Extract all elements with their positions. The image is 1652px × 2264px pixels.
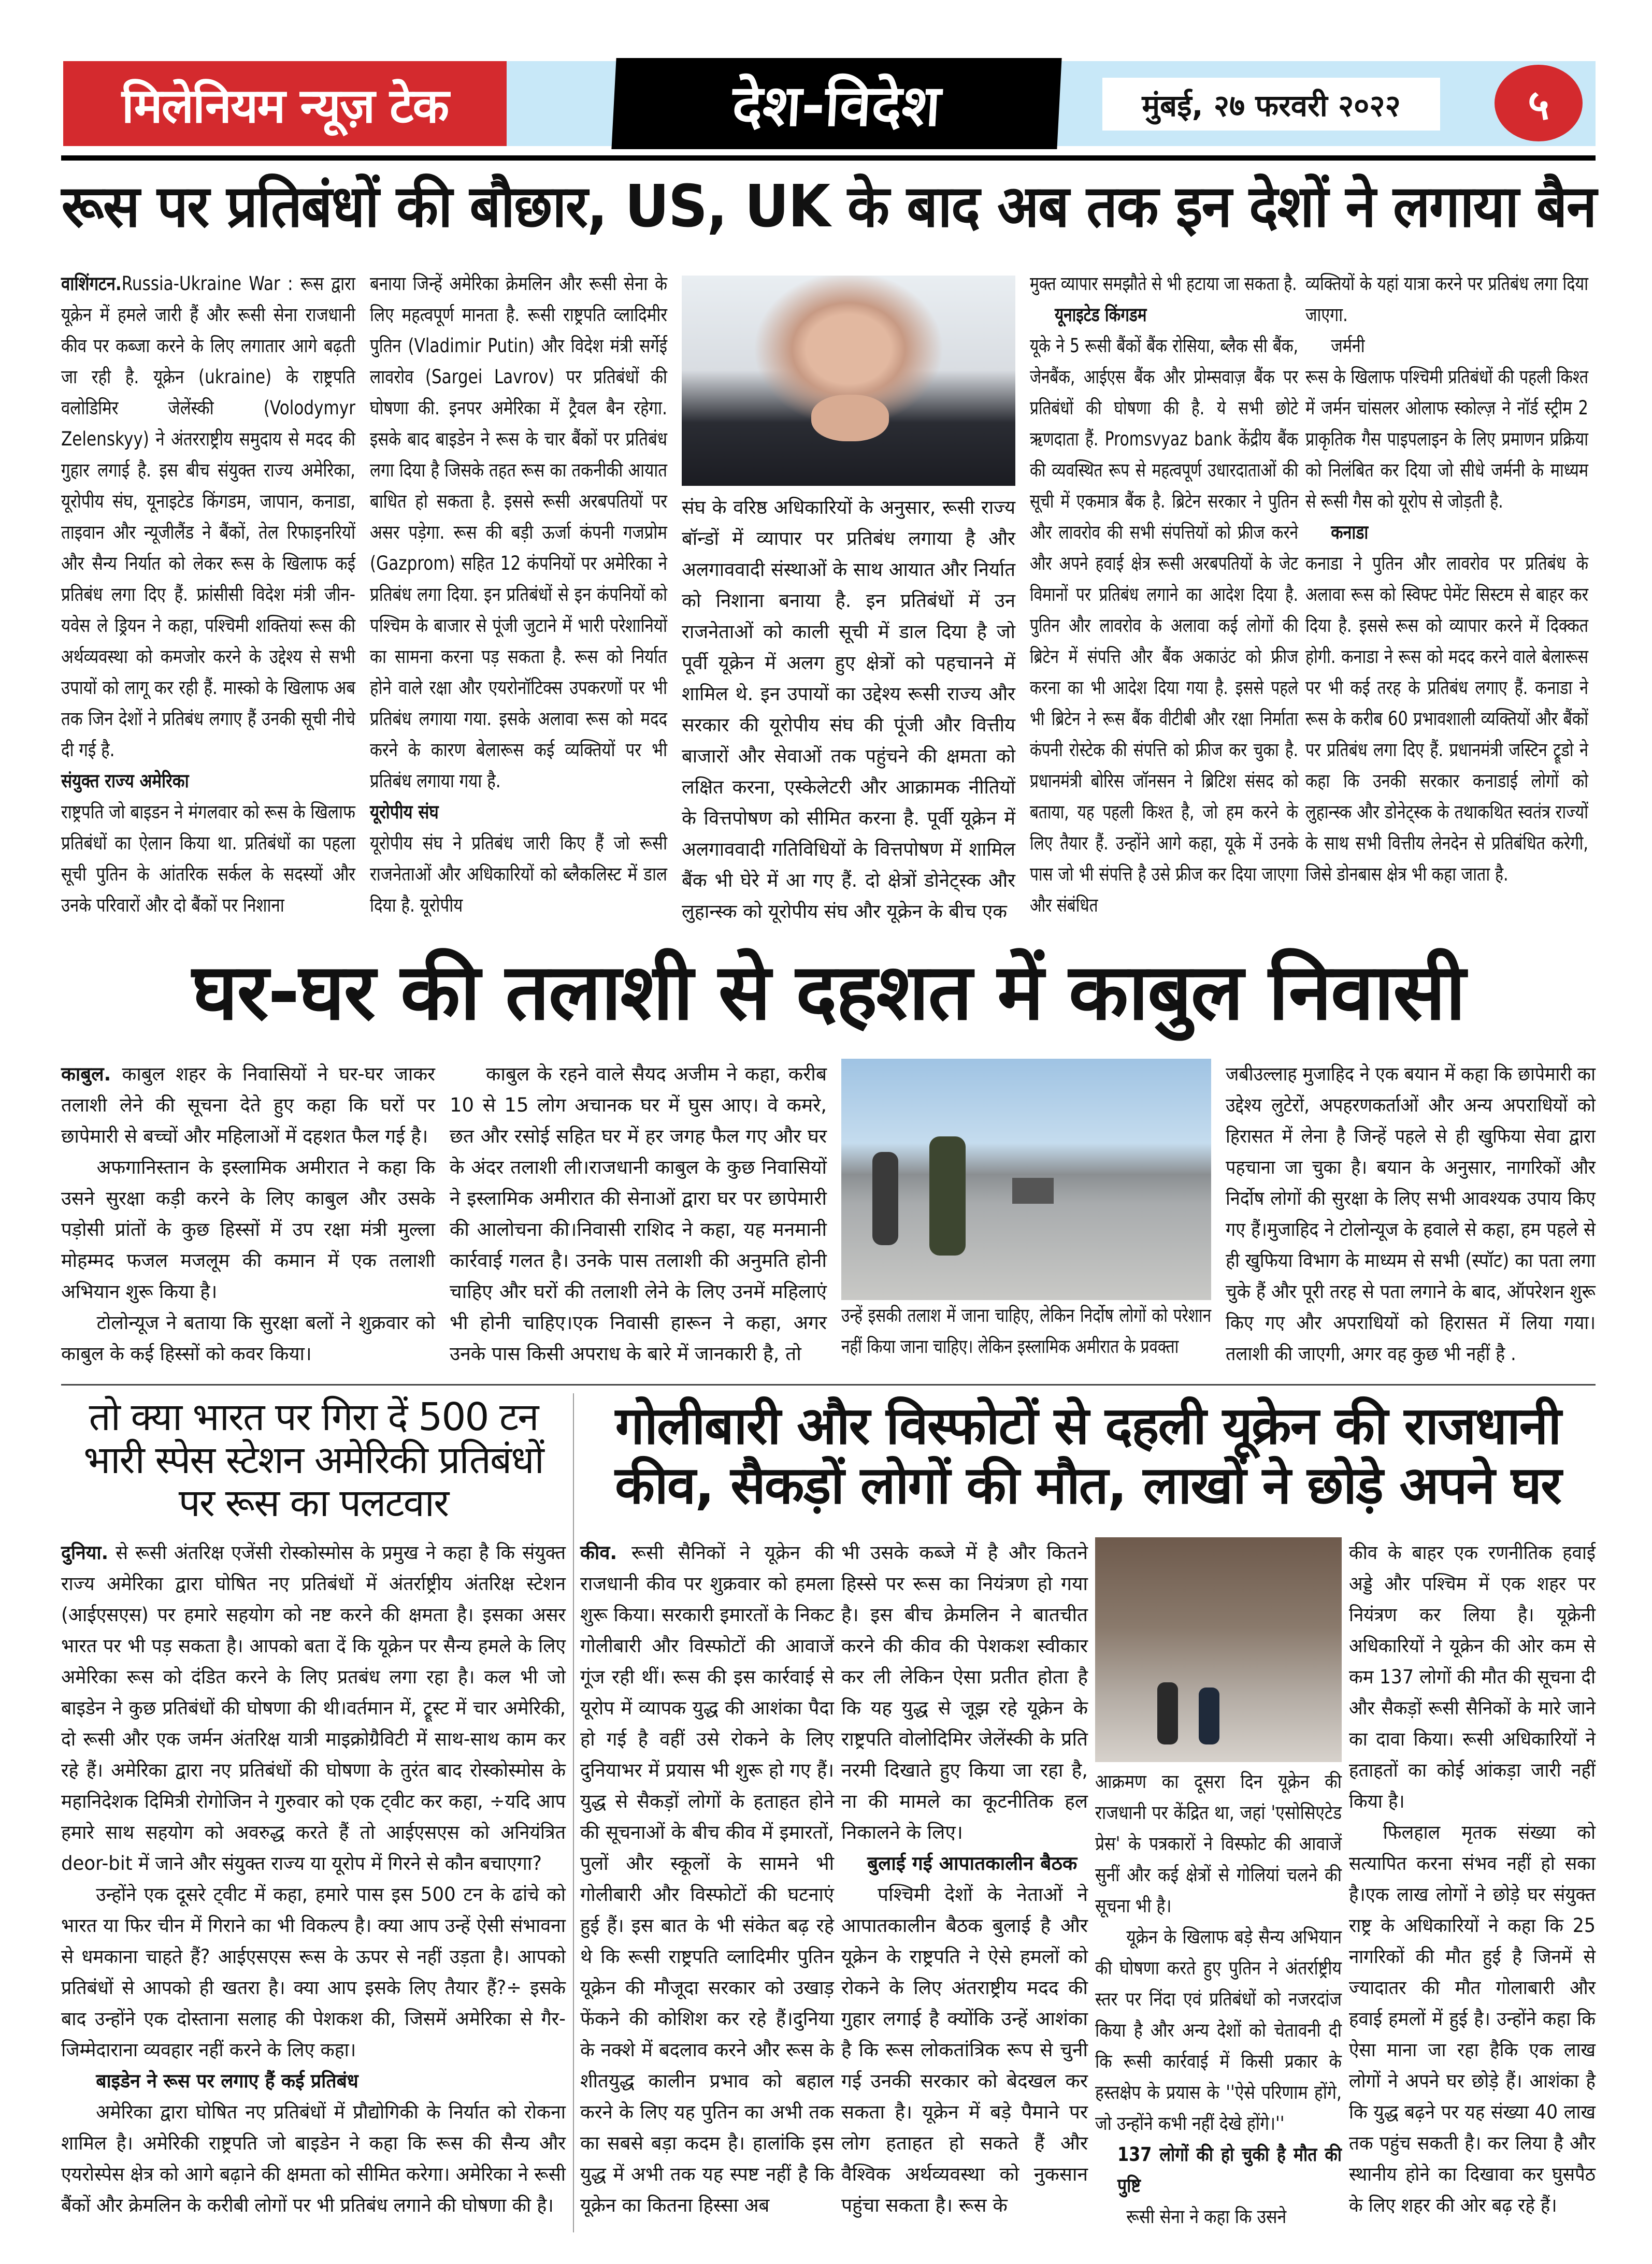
paragraph: राष्ट्रपति जो बाइडन ने मंगलवार को रूस के खिलाफ प्रतिबंधों का ऐलान किया था. प्रतिबंधों का पहला सूची पुतिन के आंतरिक सर्कल के सदस्यों और उनके परिवारों और दो बैंकों पर निशाना [61, 801, 355, 916]
paragraph: अफगानिस्तान के इस्लामिक अमीरात ने कहा कि उसने सुरक्षा कड़ी करने के लिए काबुल और उसके पड़ोसी प्रांतों के कुछ हिस्सों में उप रक्षा मंत्री मुल्ला मोहम्मद फजल मजलूम की कमान में एक तलाशी अभियान शुरू किया है। [61, 1156, 435, 1303]
paragraph: कीव के बाहर एक रणनीतिक हवाई अड्डे और पश्चिम में एक शहर पर नियंत्रण कर लिया है। यूक्रेनी अधिकारियों ने यूक्रेन की ओर कम से कम 137 लोगों की मौत की सूचना दी और सैकड़ों रूसी सैनिकों के मारे जाने का दावा किया। रूसी अधिकारियों ने हताहतों का कोई आंकड़ा जारी नहीं किया है। [1349, 1541, 1596, 1812]
paragraph: भी उसके कब्जे में है और कितने हिस्से पर रूस का नियंत्रण हो गया है। इस बीच क्रेमलिन ने बातचीत करने की कीव की पेशकश स्वीकार कर ली लेकिन ऐसा प्रतीत होता है कि यह युद्ध से जूझ रहे यूक्रेन के राष्ट्रपति वोलोदिमिर जेलेंस्की के प्रति नरमी दिखाते हुए किया जा रहा है, ना की मामले का कूटनीतिक हल निकालने के लिए। [841, 1541, 1088, 1843]
paragraph: मुक्त व्यापार समझौते से भी हटाया जा सकता है. [1030, 272, 1297, 295]
paragraph: यूके ने 5 रूसी बैंकों बैंक रोसिया, ब्लैक सी बैंक, जेनबैंक, आईएस बैंक और प्रोम्सवाज़ बैंक पर प्रतिबंधों की घोषणा की है. ये सभी छोटे ऋणदाता हैं. Promsvyaz bank केंद्रीय बैंक की व्यवस्थित रूप से महत्वपूर्ण उधारदाताओं की सूची में एकमात्र बैंक है. ब्रिटेन सरकार ने पुतिन और लावरोव की सभी संपत्तियों को फ्रीज करने और अपने हवाई क्षेत्र रूसी अरबपतियों के जेट विमानों पर प्रतिबंध लगाने का आदेश दिया है. पुतिन और लावरोव के अलावा कई लोगों की ब्रिटेन में संपत्ति और बैंक अकाउंट को फ्रीज करना का भी आदेश दिया गया है. इससे पहले भी ब्रिटेन ने रूस बैंक वीटीबी और रक्षा निर्माता कंपनी रोस्टेक की संपत्ति को फ्रीज कर चुका है. प्रधानमंत्री बोरिस जॉनसन ने ब्रिटिश संसद को बताया, यह पहली किश्त है, जो हम करने के लिए तैयार हैं. उन्होंने आगे कहा, यूके में उनके पास जो भी संपत्ति है उसे फ्रीज कर दिया जाएगा और संबंधित [1030, 335, 1298, 916]
paragraph: उन्होंने एक दूसरे ट्वीट में कहा, हमारे पास इस 500 टन के ढांचे को भारत या फिर चीन में गिराने का भी विकल्प है। क्या आप उन्हें ऐसी संभावना से धमकाना चाहते हैं? आईएसएस रूस के ऊपर से नहीं उड़ता है। आपको प्रतिबंधों से आपको ही खतरा है। क्या आप इसके लिए तैयार हैं?÷ इसके बाद उन्होंने एक दोस्ताना सलाह की पेशकश की, जिसमें अमेरिका से गैर-जिम्मेदाराना व्यवहार नहीं करने के लिए कहा। [61, 1883, 566, 2061]
soldier-figure [929, 1136, 966, 1256]
paragraph: कनाडा ने पुतिन और लावरोव पर प्रतिबंध के अलावा रूस को स्विफ्ट पेमेंट सिस्टम से बाहर कर दिया है. इससे रूस को व्यापार करने में दिक्कत होगी. कनाडा ने रूस को मदद करने वाले बेलारूस पर भी कई तरह के प्रतिबंध लगाए हैं. कनाडा ने रूस के करीब 60 प्रभावशाली व्यक्तियों और बैंकों पर प्रतिबंध लगा दिए हैं. प्रधानमंत्री जस्टिन ट्रूडो ने कहा कि उनकी सरकार कनाडाई लोगों को लुहान्स्क और डोनेट्स्क के तथाकथित स्वतंत्र राज्यों के साथ सभी वित्तीय लेनदेन से प्रतिबंधित करेगी, जिसे डोनबास क्षेत्र भी कहा जाता है. [1305, 552, 1588, 885]
clasped-hands [811, 395, 889, 441]
person-figure [1157, 1682, 1178, 1744]
story2-col3 [841, 1300, 1211, 1378]
putin-photo [682, 276, 1015, 486]
story4-col2 [841, 1537, 1088, 2233]
story2-headline-box [61, 948, 1596, 1041]
paragraph: उन्हें इसकी तलाश में जाना चाहिए, लेकिन निर्दोष लोगों को परेशान नहीं किया जाना चाहिए। लेकिन इस्लामिक अमीरात के प्रवक्ता [841, 1304, 1211, 1358]
paragraph: से रूसी अंतरिक्ष एजेंसी रोस्कोस्मोस के प्रमुख ने कहा है कि संयुक्त राज्य अमेरिका द्वारा घोषित नए प्रतिबंधों में अंतर्राष्ट्रीय अंतरिक्ष स्टेशन (आईएसएस) पर हमारे सहयोग को नष्ट करने की क्षमता है। इसका असर भारत पर भी पड़ सकता है। आपको बता दें कि यूक्रेन पर सैन्य हमले के लिए अमेरिका रूस को दंडित करने के लिए प्रतबंध लगा रहा है। कल भी जो बाइडेन ने कुछ प्रतिबंधों की घोषणा की थी।वर्तमान में, ट्रूस्ट में चार अमेरिकी, दो रूसी और एक जर्मन अंतरिक्ष यात्री माइक्रोग्रैविटी में साथ-साथ काम कर रहे हैं। अमेरिका द्वारा नए प्रतिबंधों की घोषणा के तुरंत बाद रोस्कोस्मोस के महानिदेशक दिमित्री रोगोजिन ने गुरुवार को एक ट्वीट कर कहा, ÷यदि आप हमारे साथ सहयोग को अवरुद्ध करते हैं तो आईएसएस को अनियंत्रित deor-bit में जाने और संयुक्त राज्य या यूरोप में गिरने से कौन बचाएगा? [61, 1541, 566, 1874]
paragraph: फिलहाल मृतक संख्या को सत्यापित करना संभव नहीं हो सका है।एक लाख लोगों ने छोड़े घर संयुक्त राष्ट्र के अधिकारियों ने कहा कि 25 नागरिकों की मौत हुई है जिनमें से ज्यादातर की मौत गोलाबारी और हवाई हमलों में हुई है। उन्होंने कहा कि ऐसा माना जा रहा हैकि एक लाख लोगों ने अपने घर छोड़े हैं। आशंका है कि युद्ध बढ़ने पर यह संख्या 40 लाख तक पहुंच सकती है। कर लिया है और स्थानीय होने का दिखावा कर घुसपैठ के लिए शहर की ओर बढ़ रहे हैं। [1349, 1821, 1596, 2216]
paragraph: रूसी सेना ने कहा कि उसने [1126, 2205, 1287, 2228]
dateline: कीव. [580, 1541, 617, 1564]
story2-col2 [450, 1059, 827, 1371]
subheading: बुलाई गई आपातकालीन बैठक [867, 1852, 1078, 1874]
page-number: ५ [1495, 65, 1583, 141]
subheading: संयुक्त राज्य अमेरिका [61, 770, 189, 792]
paragraph: यूक्रेन के खिलाफ बड़े सैन्य अभियान की घोषणा करते हुए पुतिन ने अंतर्राष्ट्रीय स्तर पर निंदा एवं प्रतिबंधों को नजरदांज किया है और अन्य देशों को चेतावनी दी कि रूसी कार्रवाई में किसी प्रकार के हस्तक्षेप के प्रयास के ''ऐसे परिणाम होंगे, जो उन्होंने कभी नहीं देखे होंगे।'' [1095, 1926, 1342, 2135]
subheading: 137 लोगों की हो चुकी है मौत की पुष्टि [1117, 2143, 1342, 2197]
story1-headline: रूस पर प्रतिबंधों की बौछार, US, UK के बाद अब तक इन देशों ने लगाया बैन [61, 173, 1596, 240]
story2-col1 [61, 1059, 435, 1371]
dateline: काबुल. [61, 1063, 111, 1085]
paragraph: संघ के वरिष्ठ अधिकारियों के अनुसार, रूसी राज्य बॉन्डों में व्यापार पर प्रतिबंध लगाया है और अलगाववादी संस्थाओं के साथ आयात और निर्यात को निशाना बनाया है. इन प्रतिबंधों में उन राजनेताओं को काली सूची में डाल दिया है जो पूर्वी यूक्रेन में अलग हुए क्षेत्रों को पहचानने में शामिल थे. इन उपायों का उद्देश्य रूसी राज्य और सरकार की यूरोपीय संघ की पूंजी और वित्तीय बाजारों और सेवाओं तक पहुंचने की क्षमता को लक्षित करना, एस्केलेटरी और आक्रामक नीतियों के वित्तपोषण को सीमित करना है. पूर्वी यूक्रेन में अलगाववादी गतिविधियों के वित्तपोषण में शामिल बैंक भी घेरे में आ गए हैं. दो क्षेत्रों डोनेट्स्क और लुहान्स्क को यूरोपीय संघ और यूक्रेन के बीच एक [682, 496, 1015, 922]
story1-col1 [61, 268, 355, 928]
paragraph: रूसी सैनिकों ने यूक्रेन की राजधानी कीव पर शुक्रवार को हमला शुरू किया। सरकारी इमारतों के निकट गोलीबारी और विस्फोटों की आवाजें गूंज रही थीं। रूस की इस कार्रवाई से यूरोप में व्यापक युद्ध की आशंका पैदा हो गई है वहीं उसे रोकने के लिए दुनियाभर में प्रयास भी शुरू हो गए हैं। युद्ध से सैकड़ों लोगों के हताहत होने की सूचनाओं के बीच कीव में इमारतों, पुलों और स्कूलों के सामने भी गोलीबारी और विस्फोटों की घटनाएं हुई हैं। इस बात के भी संकेत बढ़ रहे थे कि रूसी राष्ट्रपति व्लादिमीर पुतिन यूक्रेन की मौजूदा सरकार को उखाड़ फेंकने की कोशिश कर रहे हैं।दुनिया के नक्शे में बदलाव करने और रूस के शीतयुद्ध कालीन प्रभाव को बहाल करने के लिए यह पुतिन का अभी तक का सबसे बड़ा कदम है। हालांकि इस युद्ध में अभी तक यह स्पष्ट नहीं है कि यूक्रेन का कितना हिस्सा अब [580, 1541, 834, 2216]
story3-body [61, 1537, 566, 2233]
paragraph: आक्रमण का दूसरा दिन यूक्रेन की राजधानी पर केंद्रित था, जहां 'एसोसिएटेड प्रेस' के पत्रकारों ने विस्फोट की आवाजें सुनीं और कई क्षेत्रों से गोलियां चलने की सूचना भी है। [1095, 1770, 1342, 1917]
edition-date: मुंबई, २७ फरवरी २०२२ [1102, 78, 1440, 131]
story4-headline [580, 1396, 1596, 1515]
subheading: कनाडा [1331, 521, 1369, 543]
dateline: वाशिंगटन. [61, 272, 122, 295]
subheading: यूनाइटेड किंगडम [1055, 304, 1147, 326]
story4-col3 [1095, 1766, 1342, 2233]
story1-col4 [1030, 268, 1298, 928]
subheading: जर्मनी [1331, 335, 1365, 357]
story4-col1 [580, 1537, 834, 2233]
subheading: यूरोपीय संघ [370, 801, 439, 823]
person-figure [872, 1152, 898, 1245]
paragraph: काबुल शहर के निवासियों ने घर-घर जाकर तलाशी लेने की सूचना देते हुए कहा कि घरों पर छापेमारी से बच्चों और महिलाओं में दहशत फैल गई है। [61, 1063, 435, 1147]
column-divider [573, 1393, 574, 2232]
masthead-rule [61, 155, 1596, 161]
headline-line: कीव, सैकड़ों लोगों की मौत, लाखों ने छोड़े अपने घर [615, 1455, 1561, 1516]
kyiv-damaged-building-photo [1095, 1537, 1342, 1762]
newspaper-logo: मिलेनियम न्यूज़ टेक [63, 61, 507, 146]
story1-headline-box [61, 174, 1596, 241]
paragraph: पश्चिमी देशों के नेताओं ने आपातकालीन बैठक बुलाई है और यूक्रेन के राष्ट्रपति ने ऐसे हमलों को रोकने के लिए अंतराष्ट्रीय मदद की गुहार लगाई है क्योंकि उन्हें आशंका है कि रूस लोकतांत्रिक रूप से चुनी गई उनकी सरकार को बेदखल कर सकता है। यूक्रेन में बड़े पैमाने पर लोग हताहत हो सकते हैं और वैश्विक अर्थव्यवस्था को नुकसान पहुंचा सकता है। रूस के [841, 1883, 1088, 2216]
section-title: देश-विदेश [611, 58, 1061, 149]
paragraph: Russia-Ukraine War : रूस द्वारा यूक्रेन में हमले जारी हैं और रूसी सेना राजधानी कीव पर कब्जा करने के लिए लगातार आगे बढ़ती जा रही है. यूक्रेन (ukraine) के राष्ट्रपति वलोडिमिर जेलेंस्की (Volodymyr Zelenskyy) ने अंतरराष्ट्रीय समुदाय से मदद की गुहार लगाई है. इस बीच संयुक्त राज्य अमेरिका, यूरोपीय संघ, यूनाइटेड किंगडम, जापान, कनाडा, ताइवान और न्यूजीलैंड ने बैंकों, तेल रिफाइनरियों और सैन्य निर्यात को लेकर रूस के खिलाफ कई प्रतिबंध लगा दिए हैं. फ्रांसीसी विदेश मंत्री जीन-यवेस ले ड्रियन ने कहा, पश्चिमी शक्तियां रूस की अर्थव्यवस्था को कमजोर करने के उद्देश्य से सभी उपायों को लागू कर रही हैं. मास्को के खिलाफ अब तक जिन देशों ने प्रतिबंध लगाए हैं उनकी सूची नीचे दी गई है. [61, 272, 355, 761]
story2-col4 [1226, 1059, 1596, 1371]
subheading: बाइडेन ने रूस पर लगाए हैं कई प्रतिबंध [96, 2070, 358, 2092]
story1-col2 [370, 268, 667, 928]
story1-col5 [1305, 268, 1588, 928]
kabul-street-photo [841, 1059, 1211, 1300]
paragraph: यूरोपीय संघ ने प्रतिबंध जारी किए हैं जो रूसी राजनेताओं और अधिकारियों को ब्लैकलिस्ट में डाल दिया है. यूरोपीय [370, 832, 667, 916]
paragraph: रूस के खिलाफ पश्चिमी प्रतिबंधों की पहली किश्त में जर्मन चांसलर ओलाफ स्कोल्ज़ ने नॉर्ड स्ट्रीम 2 प्राकृतिक गैस पाइपलाइन के लिए प्रमाणन प्रक्रिया को निलंबित कर दिया जो सीधे जर्मनी के माध्यम से रूसी गैस को यूरोप से जोड़ती है. [1305, 366, 1588, 512]
paragraph: काबुल के रहने वाले सैयद अजीम ने कहा, करीब 10 से 15 लोग अचानक घर में घुस आए। वे कमरे, छत और रसोई सहित घर में हर जगह फैल गए और घर के अंदर तलाशी ली।राजधानी काबुल के कुछ निवासियों ने इस्लामिक अमीरात की सेनाओं द्वारा घर पर छापेमारी की आलोचना की।निवासी राशिद ने कहा, यह मनमानी कार्रवाई गलत है। उनके पास तलाशी की अनुमति होनी चाहिए और घरों की तलाशी लेने के लिए उनमें महिलाएं भी होनी चाहिए।एक निवासी हारून ने कहा, अगर उनके पास किसी अपराध के बारे में जानकारी है, तो [450, 1063, 827, 1365]
story2-headline: घर-घर की तलाशी से दहशत में काबुल निवासी [192, 947, 1465, 1037]
dateline: दुनिया. [61, 1541, 109, 1564]
paragraph: टोलोन्यूज ने बताया कि सुरक्षा बलों ने शुक्रवार को काबुल के कई हिस्सों को कवर किया। [61, 1311, 435, 1365]
headline-line: गोलीबारी और विस्फोटों से दहली यूक्रेन की राजधानी [615, 1395, 1561, 1456]
paragraph: व्यक्तियों के यहां यात्रा करने पर प्रतिबंध लगा दिया जाएगा. [1305, 272, 1588, 326]
story1-col3 [682, 492, 1015, 928]
paragraph: अमेरिका द्वारा घोषित नए प्रतिबंधों में प्रौद्योगिकी के निर्यात को रोकना शामिल है। अमेरिकी राष्ट्रपति जो बाइडेन ने कहा कि रूस की सैन्य और एयरोस्पेस क्षेत्र को आगे बढ़ाने की क्षमता को सीमित करेगा। अमेरिका ने रूसी बैंकों और क्रेमलिन के करीबी लोगों पर भी प्रतिबंध लगाने की घोषणा की है। [61, 2101, 566, 2216]
person-figure [1199, 1688, 1219, 1744]
story3-headline: तो क्या भारत पर गिरा दें 500 टन भारी स्पेस स्टेशन अमेरिकी प्रतिबंधों पर रूस का पलटवार [83, 1395, 543, 1525]
paragraph: जबीउल्लाह मुजाहिद ने एक बयान में कहा कि छापेमारी का उद्देश्य लुटेरों, अपहरणकर्ताओं और अन्य अपराधियों को हिरासत में लेना है जिन्हें पहले से ही खुफिया सेवा द्वारा पहचाना जा चुका है। बयान के अनुसार, नागरिकों और निर्दोष लोगों की सुरक्षा के लिए सभी आवश्यक उपाय किए गए हैं।मुजाहिद ने टोलोन्यूज के हवाले से कहा, हम पहले से ही खुफिया विभाग के माध्यम से सभी (स्पॉट) का पता लगा चुके हैं और पूरी तरह से पता लगाने के बाद, ऑपरेशन शुरू किए गए और अपराधियों को हिरासत में लिया गया। तलाशी की जाएगी, अगर वह कुछ भी नहीं है . [1226, 1063, 1596, 1365]
paragraph: बनाया जिन्हें अमेरिका क्रेमलिन और रूसी सेना के लिए महत्वपूर्ण मानता है. रूसी राष्ट्रपति व्लादिमीर पुतिन (Vladimir Putin) और विदेश मंत्री सर्गेई लावरोव (Sargei Lavrov) पर प्रतिबंधों की घोषणा की. इनपर अमेरिका में ट्रैवल बैन रहेगा. इसके बाद बाइडेन ने रूस के चार बैंकों पर प्रतिबंध लगा दिया है जिसके तहत रूस का तकनीकी आयात बाधित हो सकता है. इससे रूसी अरबपतियों पर असर पड़ेगा. रूस की बड़ी ऊर्जा कंपनी गजप्रोम (Gazprom) सहित 12 कंपनियों पर अमेरिका ने प्रतिबंध लगा दिया. इन प्रतिबंधों से इन कंपनियों को पश्चिम के बाजार से पूंजी जुटाने में भारी परेशानियों का सामना करना पड़ सकता है. रूस को निर्यात होने वाले रक्षा और एयरोनॉटिक्स उपकरणों पर भी प्रतिबंध लगाया गया. इसके अलावा रूस को मदद करने के कारण बेलारूस कई व्यक्तियों पर भी प्रतिबंध लगाया गया है. [370, 272, 667, 792]
story4-col4 [1349, 1537, 1596, 2233]
divider [61, 1384, 1596, 1386]
car [1012, 1178, 1054, 1204]
